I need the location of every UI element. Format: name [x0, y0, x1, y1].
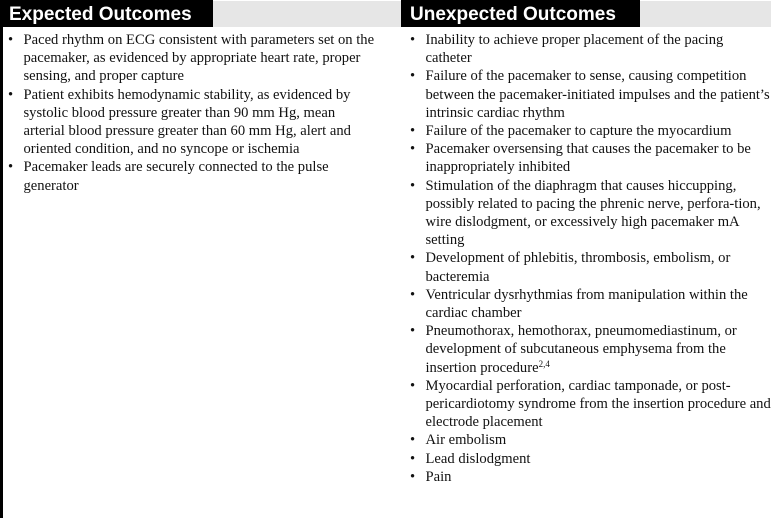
bullet-icon: • — [410, 123, 416, 140]
expected-outcomes-list — [8, 31, 378, 195]
list-item: • Inability to achieve proper placement of the pacing catheter — [410, 32, 724, 67]
list-item: • Myocardial perforation, cardiac tamponade, or post-pericardiotomy syndrome from the insertion procedure and electrode placement — [410, 377, 771, 431]
list-item: • Stimulation of the diaphragm that causes hiccupping, possibly related to pacing the phrenic nerve, perfora-tion, wire dislodgment, or excessively high pacemaker mA setting — [410, 177, 761, 249]
bullet-icon: • — [410, 32, 416, 48]
list-item: • Failure of the pacemaker to capture the myocardium — [410, 123, 732, 140]
bullet-icon: • — [8, 32, 14, 48]
bullet-icon: • — [410, 68, 416, 85]
bullet-icon: • — [410, 177, 416, 194]
list-item: • Pacemaker oversensing that causes the pacemaker to be inappropriately inhibited — [410, 141, 751, 176]
bullet-icon: • — [410, 377, 416, 394]
left-border-rule — [0, 0, 3, 518]
unexpected-outcomes-heading: Unexpected Outcomes — [401, 0, 640, 27]
bullet-icon: • — [8, 86, 14, 103]
citation-superscript: 2,4 — [538, 358, 550, 369]
list-item: • Failure of the pacemaker to sense, causing competition between the pacemaker-initiated impulses and the patient’s intrinsic cardiac rhythm — [410, 68, 770, 121]
list-item: • Patient exhibits hemodynamic stability, as evidenced by systolic blood pressure greater than 90 mm Hg, mean arterial blood pressure greater than 60 mm Hg, alert and oriented condition, and no syncope or ischemia — [8, 86, 351, 158]
expected-outcomes-heading: Expected Outcomes — [0, 0, 213, 27]
list-item: • Paced rhythm on ECG consistent with parameters set on the pacemaker, as evidenced by appropriate heart rate, proper sensing, and proper capture — [8, 32, 375, 85]
list-item: • Pacemaker leads are securely connected to the pulse generator — [8, 159, 329, 194]
bullet-icon: • — [8, 159, 14, 176]
list-item: • Lead dislodgment — [410, 450, 531, 467]
bullet-icon: • — [410, 286, 416, 303]
list-item: • Development of phlebitis, thrombosis, embolism, or bacteremia — [410, 250, 731, 285]
unexpected-outcomes-list — [410, 31, 771, 486]
bullet-icon: • — [410, 432, 416, 449]
list-item: • Ventricular dysrhythmias from manipulation within the cardiac chamber — [410, 286, 748, 322]
bullet-icon: • — [410, 323, 416, 340]
bullet-icon: • — [410, 250, 416, 267]
list-item: • Pneumothorax, hemothorax, pneumomediastinum, or development of subcutaneous emphysema from the insertion procedure$^{2,4}$ — [410, 323, 737, 376]
list-item: • Air embolism — [410, 432, 507, 449]
list-item: • Pain — [410, 468, 452, 485]
bullet-icon: • — [410, 450, 416, 467]
bullet-icon: • — [410, 468, 416, 485]
bullet-icon: • — [410, 141, 416, 158]
